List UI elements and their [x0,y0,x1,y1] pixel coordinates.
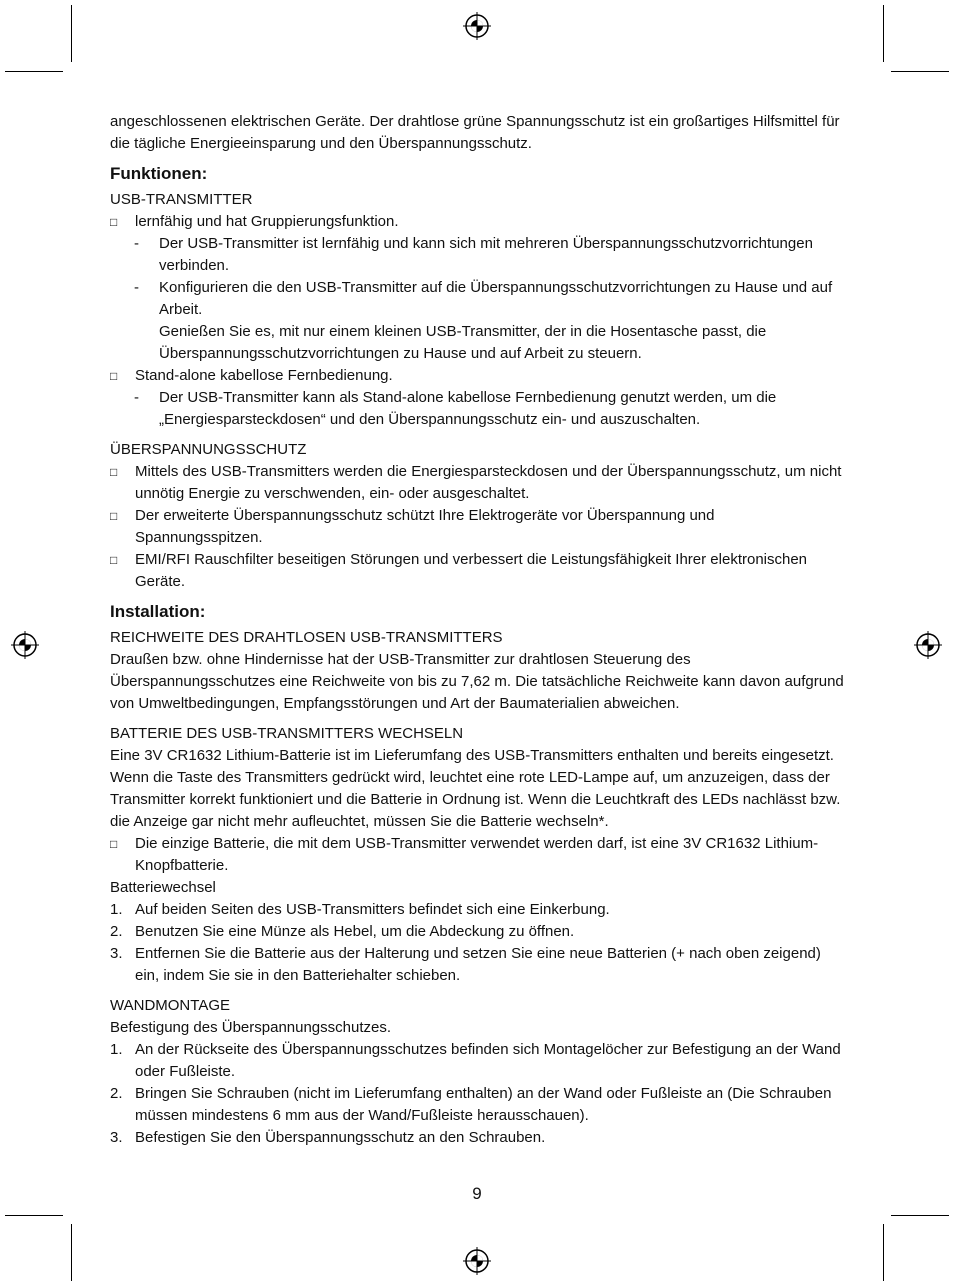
bullet-item [110,365,845,387]
page-content [110,111,845,1149]
number-marker: 1. [110,901,123,918]
dash-text: Der USB-Transmitter ist lernfähig und kann sich mit mehreren Überspannungsschutzvorrichtungen verbinden. [159,235,813,274]
bullet-item [110,833,845,877]
bullet-marker: □ [110,837,118,851]
dash-marker: - [134,235,139,252]
numbered-text: Entfernen Sie die Batterie aus der Halterung und setzen Sie eine neue Batterien (+ nach oben zeigend) ein, indem Sie sie in den Batteriehalter schieben. [135,945,821,984]
dash-item [110,233,845,277]
dash-marker: - [134,279,139,296]
dash-text: Der USB-Transmitter kann als Stand-alone kabellose Fernbedienung genutzt werden, um die „Energiesparsteckdosen“ und den Überspannungsschutz ein- und auszuschalten. [159,389,777,428]
dash-text: Konfigurieren die den USB-Transmitter auf die Überspannungsschutzvorrichtungen zu Hause und auf Arbeit. [159,279,833,318]
registration-mark-icon [913,630,943,660]
dash-marker: - [134,389,139,406]
dash-continuation-text: Genießen Sie es, mit nur einem kleinen USB-Transmitter, der in die Hosentasche passt, die Überspannungsschutzvorrichtungen zu Hause und auf Arbeit zu steuern. [159,323,767,362]
number-marker: 3. [110,945,123,962]
subheading-batterie: BATTERIE DES USB-TRANSMITTERS WECHSELN [110,725,464,742]
crop-mark [883,5,884,62]
bullet-item [110,505,845,549]
subheading-reichweite: REICHWEITE DES DRAHTLOSEN USB-TRANSMITTERS [110,629,503,646]
crop-mark [71,5,72,62]
wandmontage-intro: Befestigung des Überspannungsschutzes. [110,1019,392,1036]
registration-mark-icon [462,11,492,41]
numbered-text: Bringen Sie Schrauben (nicht im Lieferumfang enthalten) an der Wand oder Fußleiste an (Die Schrauben müssen mindestens 6 mm aus der Wand/Fußleiste herausschauen). [135,1085,832,1124]
numbered-text: Auf beiden Seiten des USB-Transmitters befindet sich eine Einkerbung. [135,901,610,918]
registration-mark-icon [462,1246,492,1276]
registration-mark-icon [10,630,40,660]
bullet-marker: □ [110,465,118,479]
numbered-item [110,921,845,943]
bullet-item [110,549,845,593]
numbered-text: An der Rückseite des Überspannungsschutzes befinden sich Montagelöcher zur Befestigung an der Wand oder Fußleiste. [135,1041,841,1080]
number-marker: 2. [110,923,123,940]
bullet-item [110,461,845,505]
numbered-item [110,899,845,921]
bullet-text: lernfähig und hat Gruppierungsfunktion. [135,213,399,230]
numbered-item [110,943,845,987]
bullet-marker: □ [110,553,118,567]
bullet-marker: □ [110,215,118,229]
bullet-text: EMI/RFI Rauschfilter beseitigen Störungen und verbessert die Leistungsfähigkeit Ihrer elektronischen Geräte. [135,551,808,590]
subheading-ueberspannungsschutz: ÜBERSPANNUNGSSCHUTZ [110,441,307,458]
bullet-text: Stand-alone kabellose Fernbedienung. [135,367,393,384]
batteriewechsel-label: Batteriewechsel [110,879,216,896]
crop-mark [883,1224,884,1281]
subheading-wandmontage: WANDMONTAGE [110,997,230,1014]
page-number: 9 [472,1184,482,1203]
bullet-text: Die einzige Batterie, die mit dem USB-Transmitter verwendet werden darf, ist eine 3V CR1632 Lithium-Knopfbatterie. [135,835,819,874]
section-heading-installation: Installation: [110,602,206,621]
numbered-item [110,1127,845,1149]
numbered-text: Benutzen Sie eine Münze als Hebel, um die Abdeckung zu öffnen. [135,923,575,940]
dash-item [110,387,845,431]
bullet-item [110,211,845,233]
batterie-paragraph: Wenn die Taste des Transmitters gedrückt wird, leuchtet eine rote LED-Lampe auf, um anzuzeigen, dass der Transmitter korrekt funktioniert und die Batterie in Ordnung ist. Wenn die Leuchtkraft des LEDs nachlässt bzw. die Anzeige gar nicht mehr aufleuchtet, müssen Sie die Batterie wechseln*. [110,769,841,830]
crop-mark [891,1215,949,1216]
subheading-usb-transmitter: USB-TRANSMITTER [110,191,253,208]
numbered-item [110,1083,845,1127]
crop-mark [5,71,63,72]
bullet-text: Der erweiterte Überspannungsschutz schützt Ihre Elektrogeräte vor Überspannung und Spannungsspitzen. [135,507,715,546]
numbered-item [110,1039,845,1083]
number-marker: 1. [110,1041,123,1058]
intro-paragraph: angeschlossenen elektrischen Geräte. Der drahtlose grüne Spannungsschutz ist ein großartiges Hilfsmittel für die tägliche Energieeinsparung und den Überspannungsschutz. [110,113,840,152]
bullet-marker: □ [110,509,118,523]
batterie-paragraph: Eine 3V CR1632 Lithium-Batterie ist im Lieferumfang des USB-Transmitters enthalten und bereits eingesetzt. [110,747,834,764]
crop-mark [71,1224,72,1281]
number-marker: 3. [110,1129,123,1146]
crop-mark [5,1215,63,1216]
numbered-text: Befestigen Sie den Überspannungsschutz an den Schrauben. [135,1129,546,1146]
crop-mark [891,71,949,72]
bullet-text: Mittels des USB-Transmitters werden die Energiesparsteckdosen und der Überspannungsschutz, um nicht unnötig Energie zu verschwenden, ein- oder ausgeschaltet. [135,463,842,502]
section-heading-funktionen: Funktionen: [110,164,208,183]
dash-item [110,277,845,321]
bullet-marker: □ [110,369,118,383]
number-marker: 2. [110,1085,123,1102]
reichweite-paragraph: Draußen bzw. ohne Hindernisse hat der USB-Transmitter zur drahtlosen Steuerung des Überspannungsschutzes eine Reichweite von bis zu 7,62 m. Die tatsächliche Reichweite kann davon aufgrund von Umweltbedingungen, Empfangsstörungen und Art der Baumaterialien abweichen. [110,651,844,712]
